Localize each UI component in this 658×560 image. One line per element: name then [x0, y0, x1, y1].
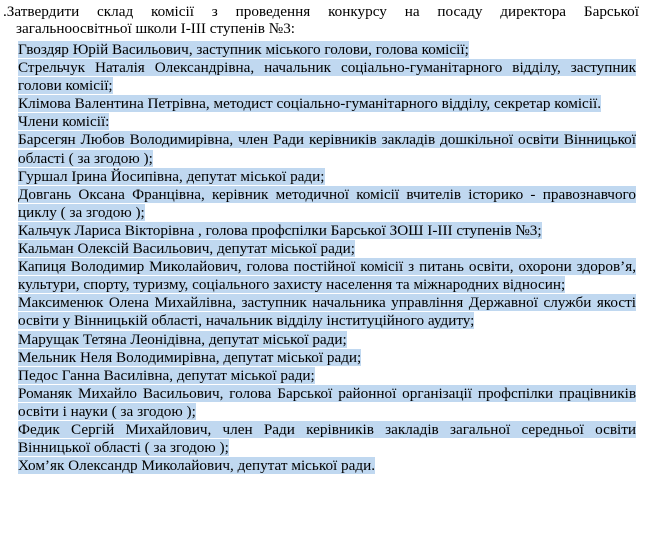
member-text: Максименюк Олена Михайлівна, заступник начальника управління Державної служби якості освіти у Вінницькій області, начальник відділу інституційного аудиту; [18, 294, 636, 330]
member-text: Педос Ганна Василівна, депутат міської ради; [18, 366, 315, 384]
commission-list [18, 41, 636, 475]
list-item [18, 349, 636, 367]
list-item [18, 331, 636, 349]
member-text: Барсегян Любов Володимирівна, член Ради керівників закладів дошкільної освіти Вінницької області ( за згодою ); [18, 131, 636, 167]
member-text: Марущак Тетяна Леонідівна, депутат міської ради; [18, 330, 347, 348]
list-heading-members [18, 113, 636, 131]
member-text: Капиця Володимир Миколайович, голова постійної комісії з питань освіти, охорони здоров’я, культури, спорту, туризму, соціального захисту населення та міжнародних відносин; [18, 258, 636, 294]
clause-line-2: загальноосвітньої школи І-ІІІ ступенів №3: [16, 20, 296, 37]
member-text: Стрельчук Наталія Олександрівна, начальник соціально-гуманітарного відділу, заступник голови комісії; [18, 59, 636, 95]
list-item [18, 421, 636, 457]
list-item-deputy-chair [18, 59, 636, 95]
member-text: Гуршал Ірина Йосипівна, депутат міської ради; [18, 167, 325, 185]
list-item [18, 131, 636, 167]
member-text: Клімова Валентина Петрівна, методист соціально-гуманітарного відділу, секретар комісії. [18, 95, 602, 113]
list-item [18, 457, 636, 475]
list-item [18, 367, 636, 385]
list-item [18, 294, 636, 330]
clause-line-1: .Затвердити склад комісії з проведення конкурсу на посаду директора Барської [3, 3, 639, 20]
member-text: Кальчук Лариса Вікторівна , голова профспілки Барської ЗОШ І-ІІІ ступенів №3; [18, 221, 542, 239]
member-text: Кальман Олексій Васильович, депутат міської ради; [18, 240, 355, 258]
list-item [18, 240, 636, 258]
member-text: Гвоздяр Юрій Васильович, заступник міського голови, голова комісії; [18, 41, 469, 58]
member-text: Хом’як Олександр Миколайович, депутат міської ради. [18, 457, 376, 475]
member-text: Довгань Оксана Францівна, керівник методичної комісії вчителів історико - правознавчого циклу ( за згодою ); [18, 185, 636, 221]
list-item-chair [18, 41, 636, 59]
list-item-secretary [18, 95, 636, 113]
list-item [18, 168, 636, 186]
resolution-clause [3, 3, 639, 37]
member-text: Мельник Неля Володимирівна, депутат міської ради; [18, 348, 362, 366]
list-item [18, 222, 636, 240]
list-item [18, 186, 636, 222]
member-text: Федик Сергій Михайлович, член Ради керівників закладів загальної середньої освіти Вінницької області ( за згодою ); [18, 420, 636, 457]
list-item [18, 385, 636, 421]
members-heading: Члени комісії: [18, 113, 110, 131]
member-text: Романяк Михайло Васильович, голова Барської районної організації профспілки працівників освіти і науки ( за згодою ); [18, 384, 636, 420]
list-item [18, 258, 636, 294]
